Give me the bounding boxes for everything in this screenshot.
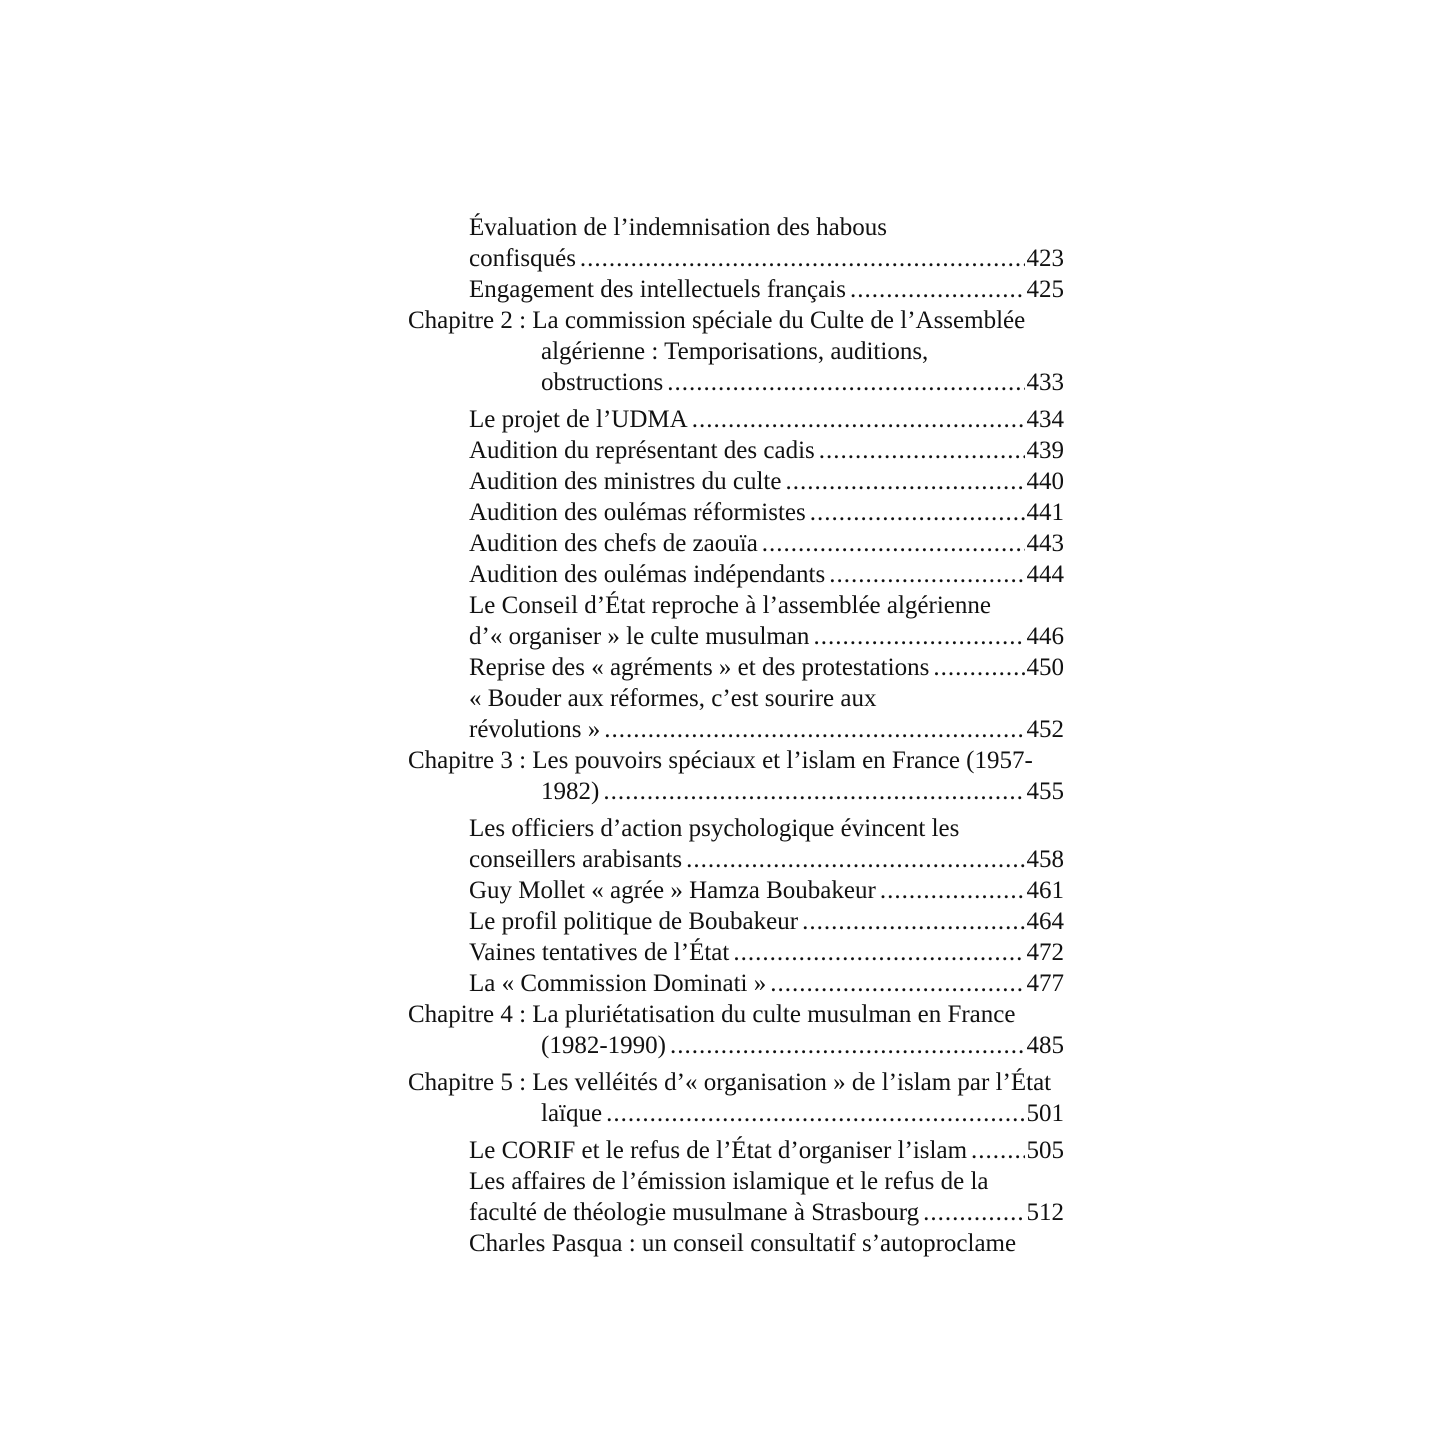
toc-entry-title-cont: confisqués [469,245,576,272]
toc-entry-conseil-etat [408,590,1064,652]
toc-entry-title: Guy Mollet « agrée » Hamza Boubakeur [469,877,876,904]
toc-entry-title: Évaluation de l’indemnisation des habous [469,214,887,241]
page-number: 472 [1026,939,1064,966]
toc-entry-title-cont: conseillers arabisants [469,846,683,873]
dot-leader [785,466,1024,497]
dot-leader [819,435,1025,466]
page-number: 450 [1026,654,1064,681]
page-number: 443 [1026,530,1064,557]
toc-entry-title: Audition des oulémas réformistes [469,499,806,526]
toc-entry-title: Les officiers d’action psychologique évincent les [469,815,960,842]
dot-leader [606,1098,1024,1129]
toc-entry-guy-mollet [408,875,1064,906]
chapter-title-cont: (1982-1990) [541,1032,666,1059]
page-number: 444 [1026,561,1064,588]
page-number: 461 [1026,877,1064,904]
dot-leader [667,367,1024,398]
toc-entry-title: Audition des oulémas indépendants [469,561,826,588]
page-number: 455 [1026,778,1064,805]
dot-leader [829,559,1024,590]
page-number: 464 [1026,908,1064,935]
toc-chapter-4 [408,999,1064,1061]
toc-entry-title: Engagement des intellectuels français [469,276,846,303]
page-number: 439 [1026,437,1064,464]
page-number: 512 [1026,1199,1064,1226]
toc-entry-title: « Bouder aux réformes, c’est sourire aux [469,685,877,712]
toc-chapter-5 [408,1067,1064,1129]
toc-entry-title: Le profil politique de Boubakeur [469,908,799,935]
toc-entry-reprise-agrements [408,652,1064,683]
toc-entry-projet-udma [408,404,1064,435]
toc-entry-officiers-action [408,813,1064,875]
chapter-title-cont: laïque [541,1100,603,1127]
toc-entry-commission-dominati [408,968,1064,999]
toc-entry-audition-cadis [408,435,1064,466]
dot-leader [850,274,1025,305]
toc-entry-title: Charles Pasqua : un conseil consultatif s’autoproclame [469,1230,1017,1257]
dot-leader [733,937,1024,968]
page-number: 440 [1026,468,1064,495]
chapter-title-cont: algérienne : Temporisations, auditions, [541,338,929,365]
page-number: 505 [1026,1137,1064,1164]
dot-leader [686,844,1024,875]
toc-entry-audition-zaouia [408,528,1064,559]
dot-leader [802,906,1024,937]
toc-entry-emission-islamique [408,1166,1064,1228]
toc-entry-title: Audition des ministres du culte [469,468,782,495]
toc-entry-profil-boubakeur [408,906,1064,937]
chapter-title: Chapitre 4 : La pluriétatisation du culte musulman en France [408,1001,1016,1028]
page-number: 433 [1026,369,1064,396]
dot-leader [923,1197,1024,1228]
toc-entry-title: Le CORIF et le refus de l’État d’organiser l’islam [469,1137,968,1164]
chapter-title: Chapitre 5 : Les velléités d’« organisation » de l’islam par l’État [408,1069,1052,1096]
toc-entry-title-cont: faculté de théologie musulmane à Strasbourg [469,1199,920,1226]
toc-entry-audition-ministres [408,466,1064,497]
toc-entry-title-cont: d’« organiser » le culte musulman [469,623,810,650]
page-number: 434 [1026,406,1064,433]
dot-leader [971,1135,1024,1166]
page-number: 452 [1026,716,1064,743]
toc-entry-title-cont: révolutions » [469,716,601,743]
toc-entry-title: Le Conseil d’État reproche à l’assemblée algérienne [469,592,991,619]
toc-entry-vaines-tentatives [408,937,1064,968]
page-number: 485 [1026,1032,1064,1059]
dot-leader [933,652,1024,683]
toc-entry-title: Les affaires de l’émission islamique et le refus de la [469,1168,989,1195]
table-of-contents [408,212,1064,1259]
dot-leader [762,528,1025,559]
toc-entry-title: La « Commission Dominati » [469,970,767,997]
dot-leader [580,243,1025,274]
toc-entry-title: Le projet de l’UDMA [469,406,688,433]
dot-leader [603,776,1024,807]
toc-entry-title: Reprise des « agréments » et des protestations [469,654,930,681]
chapter-title-cont: obstructions [541,369,664,396]
page-number: 446 [1026,623,1064,650]
toc-entry-evaluation-indemnisation [408,212,1064,274]
toc-entry-audition-reformistes [408,497,1064,528]
toc-entry-title: Audition du représentant des cadis [469,437,815,464]
chapter-title: Chapitre 3 : Les pouvoirs spéciaux et l’islam en France (1957- [408,747,1033,774]
toc-entry-audition-independants [408,559,1064,590]
dot-leader [770,968,1024,999]
dot-leader [810,497,1025,528]
page-number: 458 [1026,846,1064,873]
toc-entry-bouder-reformes [408,683,1064,745]
toc-entry-corif [408,1135,1064,1166]
dot-leader [813,621,1024,652]
dot-leader [692,404,1025,435]
page-number: 425 [1026,276,1064,303]
chapter-title: Chapitre 2 : La commission spéciale du Culte de l’Assemblée [408,307,1026,334]
toc-chapter-3 [408,745,1064,807]
toc-entry-charles-pasqua [408,1228,1064,1259]
page-number: 477 [1026,970,1064,997]
toc-entry-engagement-intellectuels [408,274,1064,305]
dot-leader [604,714,1024,745]
page-number: 441 [1026,499,1064,526]
dot-leader [880,875,1025,906]
toc-entry-title: Vaines tentatives de l’État [469,939,730,966]
toc-chapter-2 [408,305,1064,398]
toc-entry-title: Audition des chefs de zaouïa [469,530,758,557]
dot-leader [670,1030,1025,1061]
page-number: 501 [1026,1100,1064,1127]
chapter-title-cont: 1982) [541,778,600,805]
page-number: 423 [1026,245,1064,272]
